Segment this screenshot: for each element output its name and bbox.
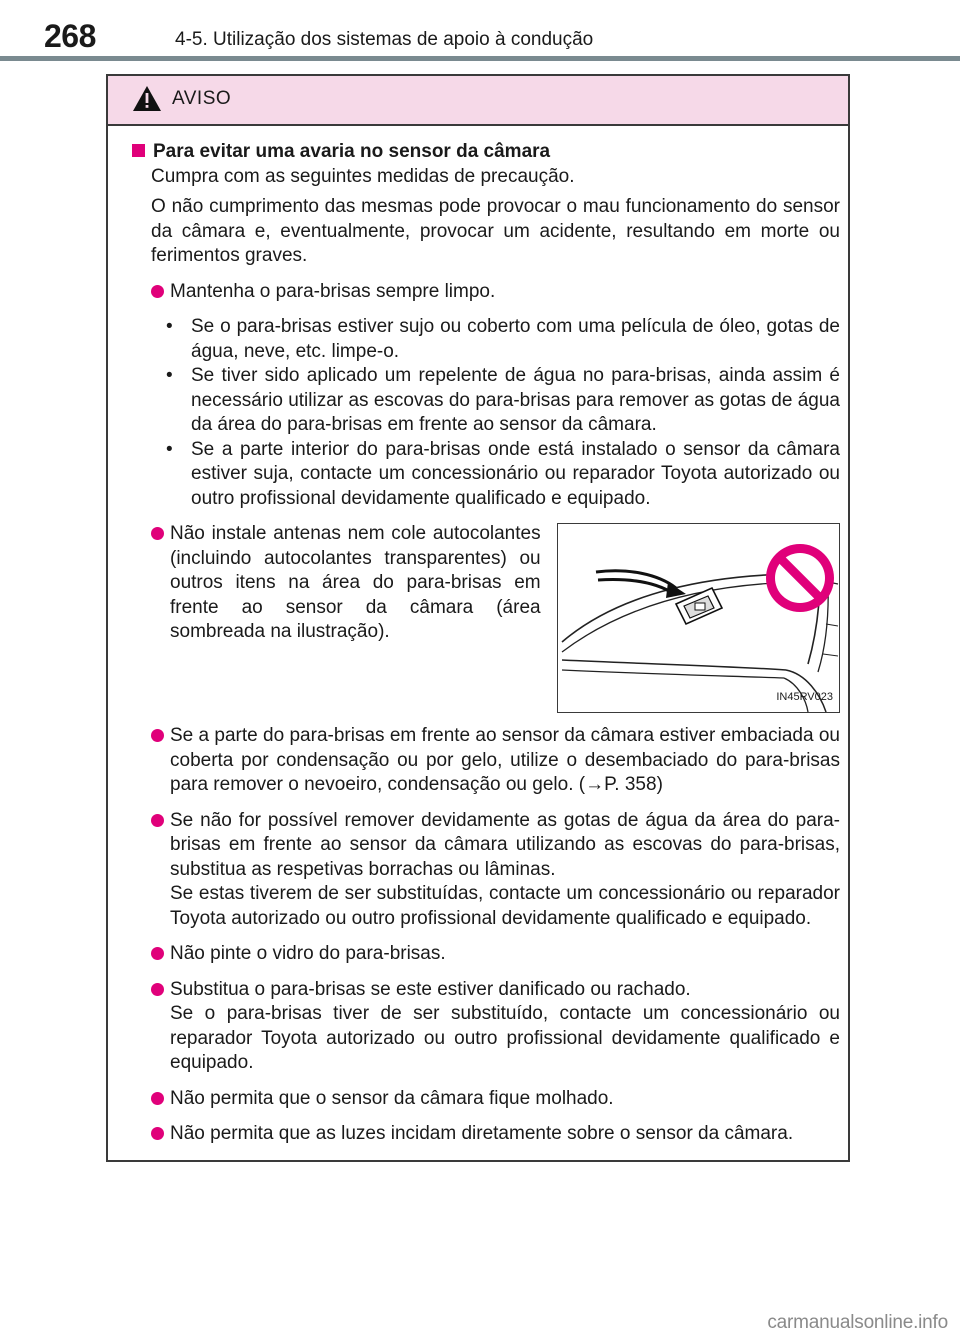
list-item-text: Substitua o para-brisas se este estiver danificado ou rachado. (170, 978, 691, 1000)
list-item-text: Não permita que o sensor da câmara fique molhado. (170, 1087, 614, 1109)
warning-triangle-icon (132, 85, 162, 112)
bullet-icon (151, 983, 164, 996)
list-item (132, 809, 840, 932)
warning-label: AVISO (172, 88, 232, 109)
list-item-text: Se não for possível remover devidamente as gotas de água da área do para-brisas em frente ao sensor da câmara utilizando as escovas do para-brisas, substitua as respetivas borrachas ou lâminas. (170, 809, 840, 880)
list-item-text: Não pinte o vidro do para-brisas. (170, 943, 446, 964)
sub-bullet: • (166, 365, 173, 386)
list-item (151, 522, 541, 645)
sub-bullet: • (166, 316, 173, 337)
sub-list-item-text: Se tiver sido aplicado um repelente de água no para-brisas, ainda assim é necessário utilizar as escovas do para-brisas para remover as gotas de água da área do para-brisas em frente ao sensor da câmara. (191, 365, 840, 435)
warning-content (108, 126, 848, 1147)
sub-list (132, 315, 840, 511)
list-item-text: Não instale antenas nem cole autocolantes (incluindo autocolantes transparentes) ou outros itens na área do para-brisas em frente ao sensor da câmara (área sombreada na ilustração). (170, 523, 541, 642)
bullet-icon (151, 527, 164, 540)
bullet-icon (151, 1092, 164, 1105)
page-header (0, 0, 960, 62)
bullet-icon (151, 814, 164, 827)
list-item-text: Se estas tiverem de ser substituídas, contacte um concessionário ou reparador Toyota autorizado ou outro profissional devidamente qualificado e equipado. (170, 883, 840, 929)
list-item-text: Mantenha o para-brisas sempre limpo. (170, 280, 496, 302)
header-rule (0, 56, 960, 61)
windshield-illustration (557, 523, 840, 713)
bullet-icon (151, 947, 164, 960)
list-item (132, 978, 840, 1076)
sub-list-item (151, 364, 840, 438)
list-item (132, 280, 840, 305)
bullet-icon (151, 729, 164, 742)
sub-list-item-text: Se a parte interior do para-brisas onde está instalado o sensor da câmara estiver suja, contacte um concessionário ou reparador Toyota autorizado ou outro profissional devidamente qualificado e equipado. (191, 438, 840, 509)
intro-text-2: O não cumprimento das mesmas pode provocar o mau funcionamento do sensor da câmara e, eventualmente, provocar um acidente, resultando em morte ou ferimentos graves. (151, 196, 840, 266)
intro-text-1: Cumpra com as seguintes medidas de precaução. (151, 165, 575, 187)
list-item-text: Se o para-brisas tiver de ser substituído, contacte um concessionário ou reparador Toyota autorizado ou outro profissional devidamente qualificado e equipado. (170, 1003, 840, 1073)
warning-heading (132, 140, 840, 165)
sub-list-item-text: Se o para-brisas estiver sujo ou coberto com uma película de óleo, gotas de água, neve, etc. limpe-o. (191, 316, 840, 362)
illustration-code: IN45RV023 (776, 690, 833, 703)
list-item-text: Não permita que as luzes incidam diretamente sobre o sensor da câmara. (170, 1123, 794, 1144)
warning-header (108, 76, 848, 126)
bullet-icon (151, 1127, 164, 1140)
list-item-with-illustration (132, 522, 840, 713)
list-item (132, 724, 840, 798)
watermark: carmanualsonline.info (767, 1312, 948, 1333)
list-item-text: Se a parte do para-brisas em frente ao sensor da câmara estiver embaciada ou coberta por condensação ou por gelo, utilize o desembaciado do para-brisas para remover o nevoeiro, condensação ou gelo. (→P. 358) (170, 725, 840, 795)
sub-bullet: • (166, 438, 173, 460)
warning-heading-text: Para evitar uma avaria no sensor da câmara (153, 141, 551, 162)
sub-list-item (151, 315, 840, 364)
list-item (132, 1087, 840, 1112)
warning-box (106, 74, 850, 1162)
list-item (132, 942, 840, 967)
list-item (132, 1122, 840, 1147)
page-number: 268 (44, 18, 96, 54)
bullet-icon (151, 285, 164, 298)
square-bullet-icon (132, 144, 145, 157)
section-title: 4-5. Utilização dos sistemas de apoio à condução (175, 29, 594, 50)
sub-list-item (151, 438, 840, 512)
